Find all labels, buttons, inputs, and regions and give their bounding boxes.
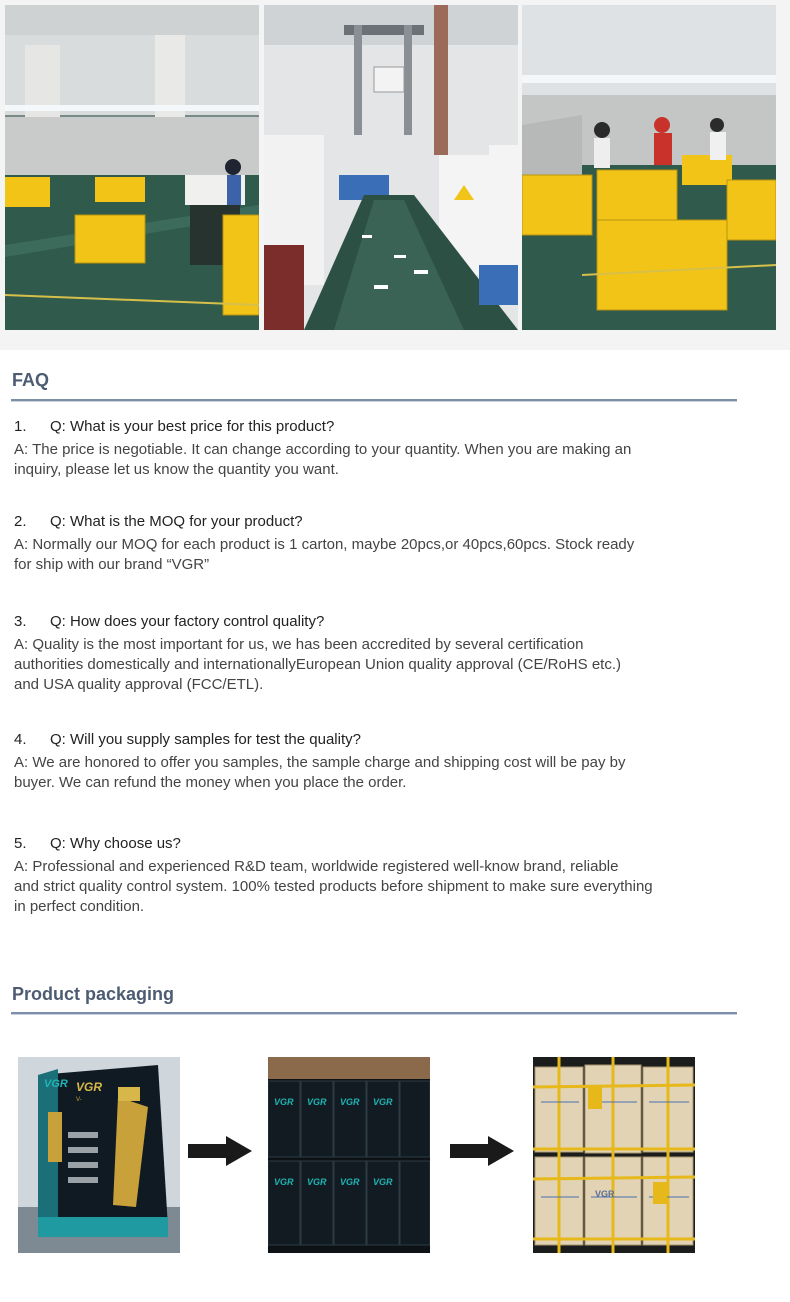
- faq-number: 2.: [14, 513, 27, 530]
- box-model-text: V-: [76, 1097, 82, 1103]
- box-brand-text: VGR: [44, 1078, 68, 1090]
- faq-answer: A: The price is negotiable. It can change according to your quantity. When you are making an inquiry, please let us know the quantity you want.: [14, 441, 632, 478]
- faq-number: 4.: [14, 731, 27, 748]
- boxes-stacked-photo: [268, 1057, 430, 1253]
- arrow-right-icon: [188, 1134, 252, 1168]
- faq-question-text: Q: Will you supply samples for test the quality?: [50, 731, 361, 748]
- carton-brand-text: VGR: [595, 1189, 615, 1199]
- faq-answer: A: We are honored to offer you samples, the sample charge and shipping cost will be pay by buyer. We can refund the money when you place the order.: [14, 754, 626, 791]
- faq-question-text: Q: What is your best price for this product?: [50, 418, 335, 435]
- factory-photo-workshop: [522, 5, 776, 330]
- faq-question-text: Q: Why choose us?: [50, 835, 181, 852]
- faq-title: FAQ: [12, 370, 50, 390]
- box-brand-text: VGR: [307, 1097, 327, 1107]
- faq-item-2: [14, 511, 744, 575]
- box-brand-text: VGR: [340, 1097, 360, 1107]
- faq-item-5: [14, 833, 744, 917]
- faq-item-3: [14, 611, 744, 695]
- faq-answer: A: Quality is the most important for us, we has been accredited by several certification authorities domestically and internationallyEuropean Union quality approval (CE/RoHS etc.) and USA quality approval (FCC/ETL).: [14, 636, 621, 693]
- faq-question: [14, 729, 744, 751]
- faq-item-1: [14, 416, 744, 480]
- faq-item-4: [14, 729, 744, 793]
- factory-photo-strip: [0, 0, 790, 350]
- box-brand-logo: VGR: [76, 1080, 103, 1094]
- faq-question: [14, 416, 744, 438]
- product-box-photo: [18, 1057, 180, 1253]
- factory-photo-conveyor: [264, 5, 518, 330]
- faq-question: [14, 611, 744, 633]
- box-brand-text: VGR: [373, 1097, 393, 1107]
- box-brand-text: VGR: [307, 1177, 327, 1187]
- faq-answer: A: Professional and experienced R&D team, worldwide registered well-know brand, reliable and strict quality control system. 100% tested products before shipment to make sure everything in perfect condition.: [14, 858, 653, 915]
- faq-divider: [11, 399, 737, 401]
- arrow-right-icon: [450, 1134, 514, 1168]
- faq-answer: A: Normally our MOQ for each product is 1 carton, maybe 20pcs,or 40pcs,60pcs. Stock ready for ship with our brand “VGR”: [14, 536, 635, 573]
- faq-number: 5.: [14, 835, 27, 852]
- faq-question-text: Q: What is the MOQ for your product?: [50, 513, 303, 530]
- factory-photo-assembly-line: [5, 5, 259, 330]
- carton-pallet-photo: [533, 1057, 695, 1253]
- faq-question-text: Q: How does your factory control quality?: [50, 613, 325, 630]
- box-brand-text: VGR: [274, 1097, 294, 1107]
- faq-number: 1.: [14, 418, 27, 435]
- box-brand-text: VGR: [274, 1177, 294, 1187]
- faq-question: [14, 833, 744, 855]
- packaging-divider: [11, 1012, 737, 1014]
- box-brand-text: VGR: [373, 1177, 393, 1187]
- box-brand-text: VGR: [340, 1177, 360, 1187]
- faq-question: [14, 511, 744, 533]
- faq-number: 3.: [14, 613, 27, 630]
- packaging-title: Product packaging: [12, 984, 175, 1004]
